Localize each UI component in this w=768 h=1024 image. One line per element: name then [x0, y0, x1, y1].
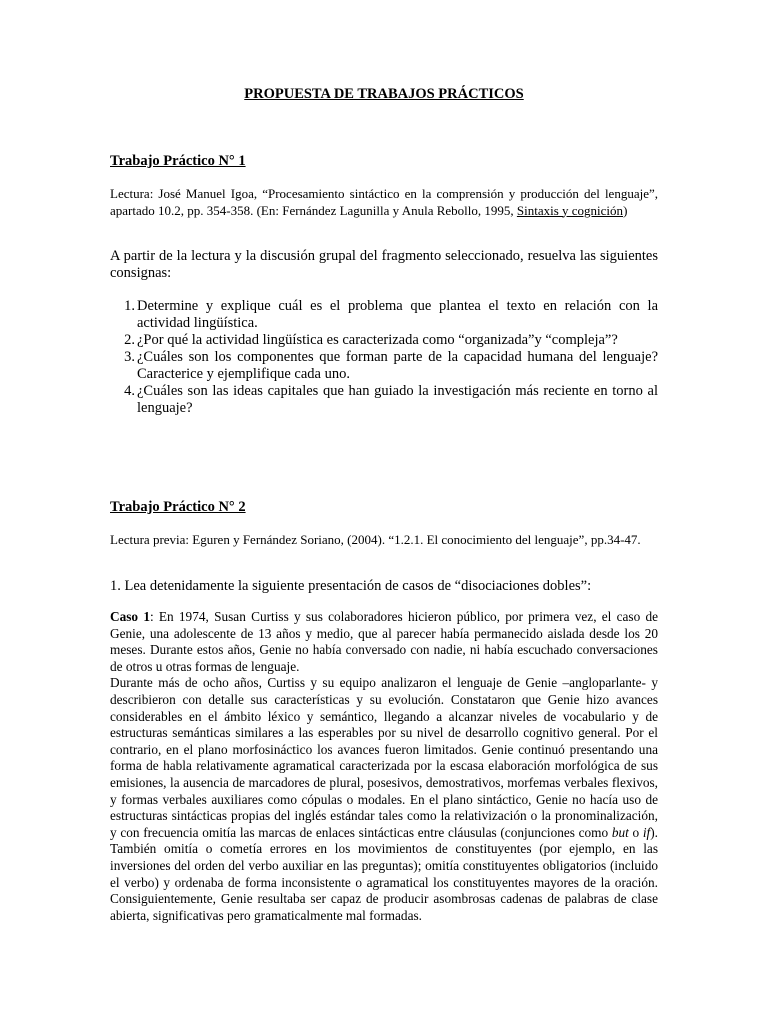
list-item-number: 1. [124, 298, 135, 314]
case-1-word-but: but [611, 824, 629, 840]
tp1-reading-text: Lectura: José Manuel Igoa, “Procesamiento sintáctico en la comprensión y producción del lenguaje”, apartado 10.2, pp. 354-358. (En: Fernández Lagunilla y Anula Rebollo, 1995, [110, 186, 658, 218]
case-1-paragraph-2a: Durante más de ocho años, Curtiss y su equipo analizaron el lenguaje de Genie –angloparlante- y describieron con detalle sus características y su evolución. Constataron que Genie hizo avances considerables en el ámbito léxico y semántico, llegando a alcanzar niveles de vocabulario y de estructuras semánticas similares a las esperables por su nivel de desarrollo cognitivo general. Por el contrario, en el plano morfosináctico los avances fueron limitados. Genie continuó presentando una forma de habla relativamente agramatical caracterizada por la escasa elaboración morfológica de sus emisiones, la ausencia de marcadores de plural, posesivos, demostrativos, morfemas verbales flexivos, y formas verbales auxiliares como cópulas o modales. En el plano sintáctico, Genie no hacía uso de estructuras sintácticas propias del inglés estándar tales como la relativización o la pronominalización, y con frecuencia omitía las marcas de enlaces sintácticas entre cláusulas (conjunciones como [110, 675, 658, 840]
list-item-text: Determine y explique cuál es el problema que plantea el texto en relación con la actividad lingüística. [137, 298, 658, 331]
tp2-heading: Trabajo Práctico N° 2 [110, 499, 246, 515]
list-item-text: ¿Por qué la actividad lingüística es caracterizada como “organizada”y “compleja”? [137, 332, 618, 348]
page-title: PROPUESTA DE TRABAJOS PRÁCTICOS [244, 86, 524, 102]
list-item-number: 2. [124, 332, 135, 348]
tp1-reading-book: Sintaxis y cognición [516, 202, 624, 218]
tp1-reading-end: ) [623, 202, 628, 218]
list-item-number: 4. [124, 383, 135, 399]
case-1-paragraph-1: : En 1974, Susan Curtiss y sus colaboradores hicieron público, por primera vez, el caso de Genie, una adolescente de 13 años y medio, que al parecer había permanecido aislada desde los 20 meses. Durante estos años, Genie no había conversado con nadie, ni había escuchado conversaciones de otros u otras formas de lenguaje. [110, 609, 659, 674]
tp2-reading-reference: Lectura previa: Eguren y Fernández Soriano, (2004). “1.2.1. El conocimiento del lenguaje”, pp.34-47. [110, 532, 641, 547]
case-1-paragraph-2b: ). También omitía o cometía errores en los movimientos de constituyentes (por ejemplo, en las inversiones del orden del verbo auxiliar en las preguntas); omitía constituyentes obligatorios (incluido el verbo) y ordenaba de forma inconsistente o agramatical los constituyentes mayores de la oración. Consiguientemente, Genie resultaba ser capaz de producir asombrosas cadenas de palabras de clase abierta, significativas pero gramaticalmente mal formadas. [110, 824, 658, 923]
document-page [110, 0, 658, 1024]
list-item-text: ¿Cuáles son las ideas capitales que han guiado la investigación más reciente en torno al lenguaje? [137, 383, 658, 416]
case-1-text [110, 609, 658, 924]
tp1-intro: A partir de la lectura y la discusión grupal del fragmento seleccionado, resuelva las siguientes consignas: [110, 248, 658, 281]
list-item [110, 349, 658, 383]
list-item-number: 3. [124, 349, 135, 365]
tp1-questions [110, 298, 658, 417]
case-1-word-o: o [628, 824, 643, 840]
tp1-heading: Trabajo Práctico N° 1 [110, 153, 246, 169]
list-item [110, 332, 658, 349]
list-item [110, 298, 658, 332]
tp2-item-1: 1. Lea detenidamente la siguiente presentación de casos de “disociaciones dobles”: [110, 578, 592, 594]
list-item-text: ¿Cuáles son los componentes que forman parte de la capacidad humana del lenguaje? Caracterice y ejemplifique cada uno. [137, 349, 658, 382]
case-1-label: Caso 1 [110, 609, 150, 624]
list-item [110, 383, 658, 417]
tp1-reading-reference [110, 186, 658, 219]
case-1-word-if: if [642, 824, 651, 840]
